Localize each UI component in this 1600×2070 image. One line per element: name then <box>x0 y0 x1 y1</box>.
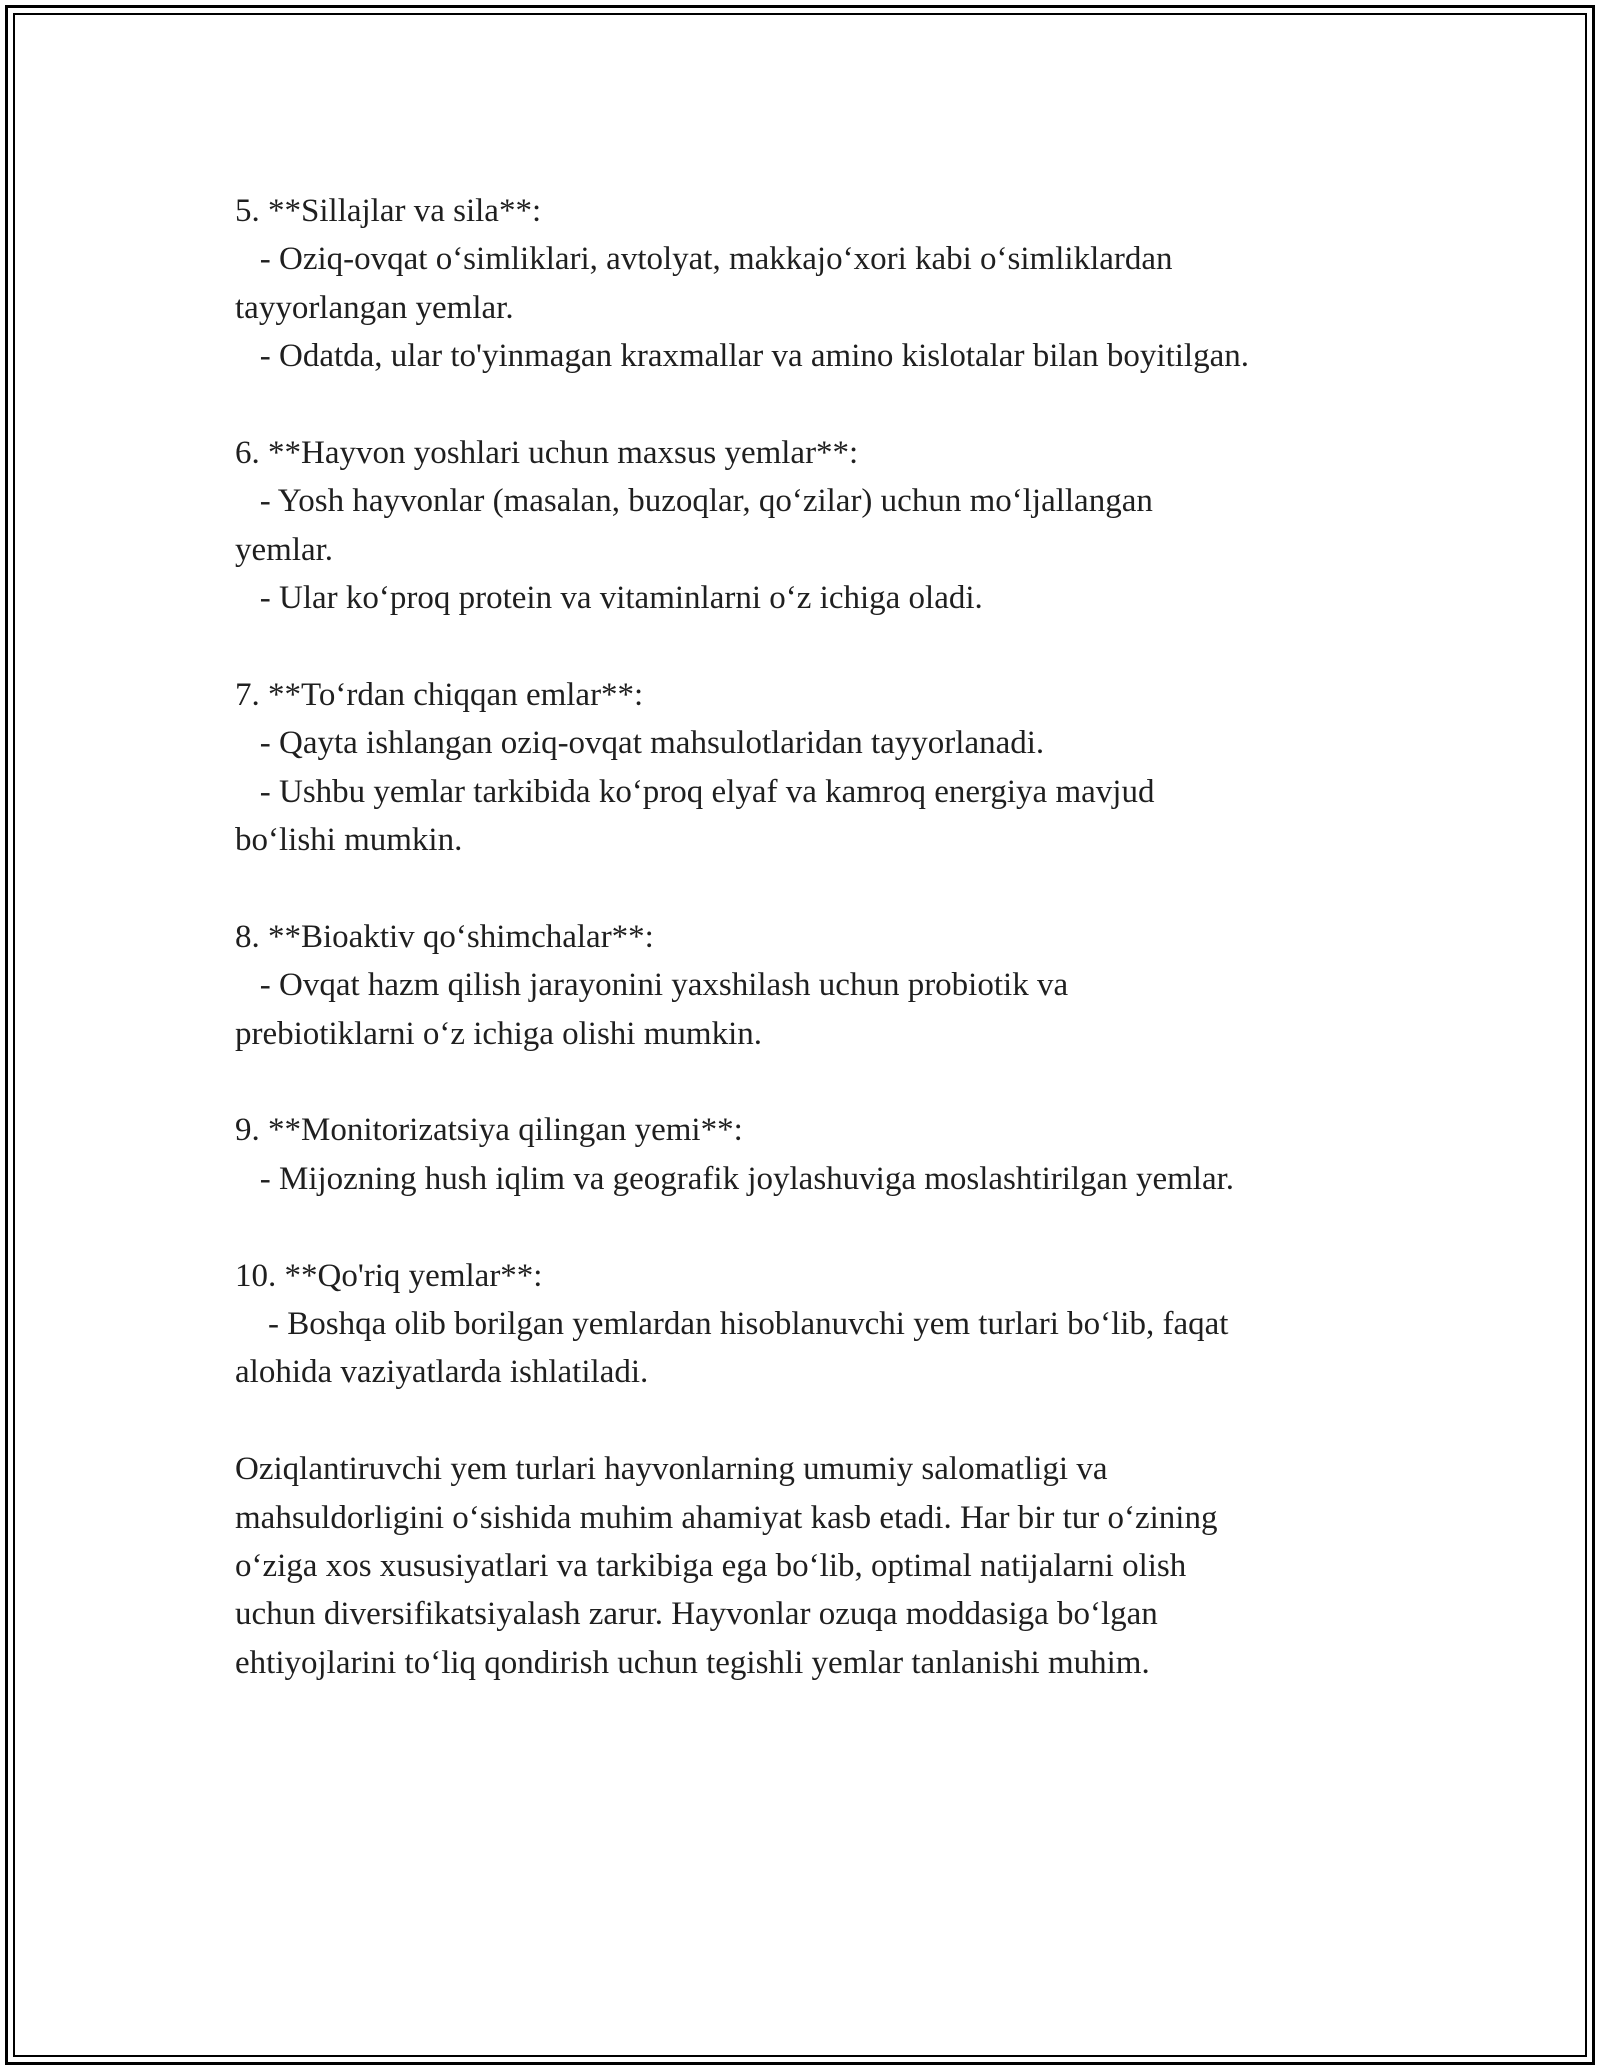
paragraph-gap <box>235 381 1415 429</box>
section-9 <box>235 1106 1415 1203</box>
section-5 <box>235 187 1415 381</box>
section-heading: 10. **Qo'riq yemlar**: <box>235 1257 543 1294</box>
section-line: prebiotiklarni o‘z ichiga olishi mumkin. <box>235 1015 762 1052</box>
section-line: - Ovqat hazm qilish jarayonini yaxshilash uchun probiotik va <box>235 967 1069 1004</box>
section-line: - Boshqa olib borilgan yemlardan hisoblanuvchi yem turlari bo‘lib, faqat <box>235 1305 1229 1342</box>
document-body <box>235 187 1415 1687</box>
section-line: - Oziq-ovqat o‘simliklari, avtolyat, makkajo‘xori kabi o‘simliklardan <box>235 241 1173 278</box>
paragraph-gap <box>235 864 1415 912</box>
section-heading: 7. **To‘rdan chiqqan emlar**: <box>235 676 644 713</box>
section-line: - Yosh hayvonlar (masalan, buzoqlar, qo‘zilar) uchun mo‘ljallangan <box>235 483 1153 520</box>
conclusion-paragraph <box>235 1445 1415 1687</box>
conclusion-line: o‘ziga xos xususiyatlari va tarkibiga ega bo‘lib, optimal natijalarni olish <box>235 1547 1187 1584</box>
section-10 <box>235 1252 1415 1397</box>
section-line: alohida vaziyatlarda ishlatiladi. <box>235 1354 649 1391</box>
section-heading: 8. **Bioaktiv qo‘shimchalar**: <box>235 918 654 955</box>
conclusion-line: uchun diversifikatsiyalash zarur. Hayvonlar ozuqa moddasiga bo‘lgan <box>235 1596 1158 1633</box>
section-6 <box>235 429 1415 623</box>
section-line: - Ular ko‘proq protein va vitaminlarni o‘z ichiga oladi. <box>235 580 983 617</box>
section-line: yemlar. <box>235 531 334 568</box>
section-heading: 5. **Sillajlar va sila**: <box>235 193 542 229</box>
conclusion-line: ehtiyojlarini to‘liq qondirish uchun tegishli yemlar tanlanishi muhim. <box>235 1644 1150 1681</box>
section-heading: 6. **Hayvon yoshlari uchun maxsus yemlar**: <box>235 434 859 471</box>
section-heading: 9. **Monitorizatsiya qilingan yemi**: <box>235 1112 743 1149</box>
section-line: - Qayta ishlangan oziq-ovqat mahsulotlaridan tayyorlanadi. <box>235 725 1045 762</box>
section-line: - Mijozning hush iqlim va geografik joylashuviga moslashtirilgan yemlar. <box>235 1160 1235 1197</box>
section-line: tayyorlangan yemlar. <box>235 289 514 326</box>
section-7 <box>235 671 1415 865</box>
section-line: - Ushbu yemlar tarkibida ko‘proq elyaf va kamroq energiya mavjud <box>235 773 1155 810</box>
section-line: bo‘lishi mumkin. <box>235 822 463 859</box>
paragraph-gap <box>235 1203 1415 1251</box>
conclusion-line: mahsuldorligini o‘sishida muhim ahamiyat kasb etadi. Har bir tur o‘zining <box>235 1499 1218 1536</box>
paragraph-gap <box>235 1058 1415 1106</box>
conclusion-line: Oziqlantiruvchi yem turlari hayvonlarning umumiy salomatligi va <box>235 1451 1108 1488</box>
paragraph-gap <box>235 1397 1415 1445</box>
paragraph-gap <box>235 623 1415 671</box>
section-8 <box>235 913 1415 1058</box>
section-line: - Odatda, ular to'yinmagan kraxmallar va amino kislotalar bilan boyitilgan. <box>235 338 1249 375</box>
